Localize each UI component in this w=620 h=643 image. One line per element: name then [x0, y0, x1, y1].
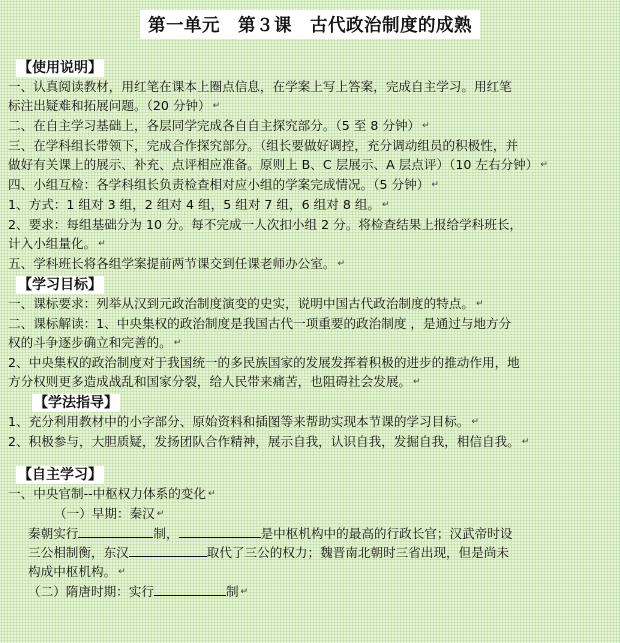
usage-heading: 【使用说明】 — [18, 60, 102, 76]
return-mark: ↵ — [413, 377, 421, 387]
return-mark: ↵ — [98, 239, 106, 249]
usage-line: 四、小组互检：各学科组长负责检查相对应小组的学案完成情况。（5 分钟） ↵ — [8, 177, 439, 192]
return-mark: ↵ — [540, 160, 548, 170]
return-mark: ↵ — [382, 200, 390, 210]
self-study-heading: 【自主学习】 — [18, 467, 102, 483]
return-mark: ↵ — [431, 180, 439, 190]
usage-line: 计入小组量化。 ↵ — [8, 236, 106, 251]
goals-heading: 【学习目标】 — [18, 277, 102, 293]
goals-line: 2、中央集权的政治制度对于我国统一的多民族国家的发展发挥着积极的进步的推动作用，地 — [8, 355, 520, 370]
answer-blank-qin-system[interactable] — [78, 524, 153, 538]
return-mark: ↵ — [240, 587, 249, 597]
usage-section — [8, 57, 612, 274]
answer-blank-qin-official[interactable] — [179, 524, 261, 538]
self-study-line: 一、中央官制--中枢权力体系的变化 ↵ — [8, 486, 216, 501]
method-line: 2、积极参与，大胆质疑，发扬团队合作精神，展示自我，认识自我，发掘自我，相信自我。 ↵ — [8, 434, 530, 449]
usage-line: 五、学科班长将各组学案提前两节课交到任课老师办公室。 ↵ — [8, 256, 345, 271]
answer-blank-han-official[interactable] — [129, 543, 207, 557]
page-title: 第一单元 第３课 古代政治制度的成熟 — [140, 10, 480, 39]
goals-line: 一、课标要求：列举从汉到元政治制度演变的史实，说明中国古代政治制度的特点。 ↵ — [8, 296, 484, 311]
usage-line: 一、认真阅读教材，用红笔在课本上圈点信息，在学案上写上答案，完成自主学习。用红笔 — [8, 79, 512, 94]
goals-line: 方分权则更多造成战乱和国家分裂，给人民带来痛苦，也阻碍社会发展。 ↵ — [8, 374, 421, 389]
return-mark: ↵ — [212, 101, 221, 111]
method-heading: 【学法指导】 — [34, 395, 118, 411]
usage-line: 二、在自主学习基础上，各层同学完成各自自主探究部分。（5 至 8 分钟） ↵ — [8, 118, 430, 133]
return-mark: ↵ — [337, 259, 345, 269]
usage-line: 标注出疑难和拓展问题。（20 分钟） ↵ — [8, 98, 221, 113]
usage-line: 做好有关课上的展示、补充、点评相应准备。原则上 B、C 层展示、A 层点评）（10 左右分钟） ↵ — [8, 157, 548, 172]
goals-line: 权的斗争逐步确立和完善的。 ↵ — [8, 335, 182, 350]
method-section — [8, 392, 612, 452]
fill-line-continued: 构成中枢机构。 ↵ — [28, 564, 126, 579]
return-mark: ↵ — [118, 567, 126, 577]
method-line: 1、充分利用教材中的小字部分、原始资料和插图等来帮助实现本节课的学习目标。 ↵ — [8, 414, 479, 429]
fill-line-han: 三公相制衡，东汉 取代了三公的权力；魏晋南北朝时三省出现，但是尚未 — [28, 545, 509, 560]
return-mark: ↵ — [422, 121, 430, 131]
usage-line: 三、在学科组长带领下，完成合作探究部分。（组长要做好调控，充分调动组员的积极性，并 — [8, 138, 519, 153]
self-study-subheading: （一）早期：秦汉 ↵ — [54, 506, 165, 521]
return-mark: ↵ — [475, 299, 484, 309]
usage-line: 2、要求：每组基础分为 10 分。每不完成一人次扣小组 2 分。将检查结果上报给学科班长， — [8, 217, 523, 232]
return-mark: ↵ — [521, 437, 530, 447]
goals-section — [8, 274, 612, 392]
return-mark: ↵ — [208, 489, 216, 499]
self-study-section — [8, 452, 612, 602]
return-mark: ↵ — [156, 509, 165, 519]
return-mark: ↵ — [471, 417, 479, 427]
answer-blank-sui-system[interactable] — [154, 582, 226, 596]
goals-line: 二、课标解读：1、中央集权的政治制度是我国古代一项重要的政治制度 ，是通过与地方分 — [8, 316, 512, 331]
fill-line-qin: 秦朝实行 制， 是中枢机构中的最高的行政长官；汉武帝时设 — [28, 526, 513, 541]
return-mark: ↵ — [173, 338, 182, 348]
fill-line-sui-tang: （二）隋唐时期：实行 制 ↵ — [28, 584, 249, 599]
title-wrap — [8, 10, 612, 39]
usage-line: 1、方式：1 组对 3 组，2 组对 4 组，5 组对 7 组，6 组对 8 组。 ↵ — [8, 197, 390, 212]
